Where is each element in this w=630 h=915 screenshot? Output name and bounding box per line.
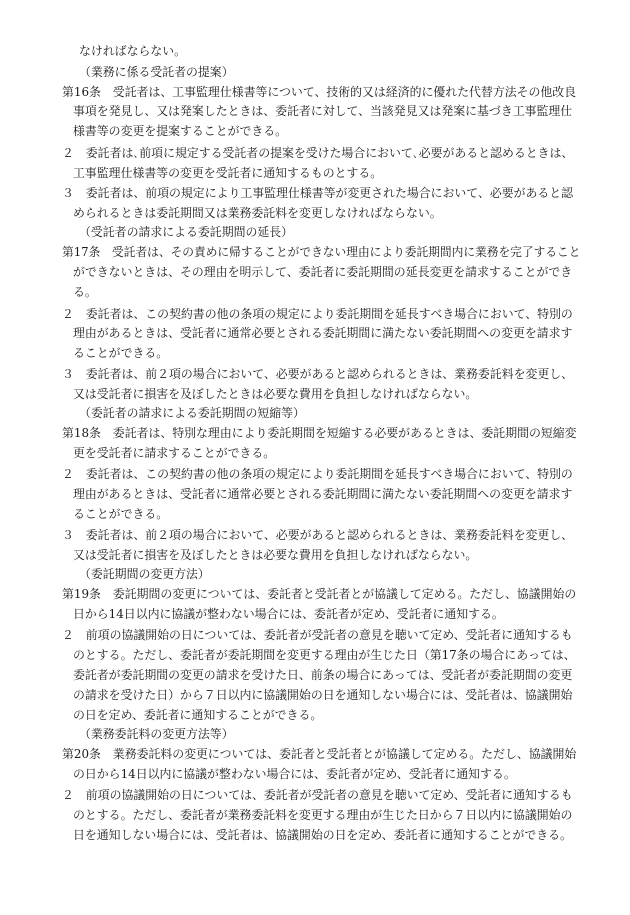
article-caption: （受託者の請求による委託期間の延長） <box>79 225 294 239</box>
text-line: 理由があるときは、受託者に通常必要とされる委託期間に満たない委託期間への変更を請求す <box>73 487 573 501</box>
text-line: の請求を受けた日）から７日以内に協議開始の日を通知しない場合には、受託者は、協議開始 <box>73 688 573 702</box>
text-line: 理由があるときは、受託者に通常必要とされる委託期間に満たない委託期間への変更を請求す <box>73 326 573 340</box>
text-line: 日から14日以内に協議が整わない場合には、委託者が定め、受託者に通知する。 <box>73 607 504 621</box>
text-line: 日を通知しない場合には、受託者は、協議開始の日を定め、委託者に通知することができる。 <box>73 828 572 842</box>
paragraph-3-line: ３ 委託者は、前２項の場合において、必要があると認められるときは、業務委託料を変更し、 <box>62 528 574 542</box>
paragraph-2-line: ２ 委託者は、この契約書の他の条項の規定により委託期間を延長すべき場合において、特別の <box>62 467 573 481</box>
text-line: ることができる。 <box>73 507 169 521</box>
article-caption: （業務に係る受託者の提案） <box>79 65 234 79</box>
article-18-line: 第18条 委託者は、特別な理由により委託期間を短縮する必要があるときは、委託期間の短縮変 <box>62 426 577 440</box>
text-line: 又は受託者に損害を及ぼしたときは必要な費用を負担しなければならない。 <box>73 548 478 562</box>
text-line: 更を受託者に請求することができる。 <box>73 446 276 460</box>
article-19-line: 第19条 委託期間の変更については、委託者と受託者とが協議して定める。ただし、協議開始の <box>62 587 577 601</box>
text-line: ができないときは、その理由を明示して、委託者に委託期間の延長変更を請求することができ <box>73 265 573 279</box>
text-line: 様書等の変更を提案することができる。 <box>73 124 288 138</box>
article-20-line: 第20条 業務委託料の変更については、委託者と受託者とが協議して定める。ただし、協議開始 <box>62 747 577 761</box>
text-line: る。 <box>73 285 97 299</box>
paragraph-2-line: ２ 前項の協議開始の日については、委託者が受託者の意見を聴いて定め、受託者に通知するも <box>62 788 573 802</box>
text-line: められるときは委託期間又は業務委託料を変更しなければならない。 <box>73 206 442 220</box>
paragraph-2-line: ２ 委託者は､前項に規定する受託者の提案を受けた場合において､必要があると認めるときは、 <box>62 146 574 160</box>
text-line: の日から14日以内に協議が整わない場合には、委託者が定め、受託者に通知する。 <box>73 767 516 781</box>
paragraph-2-line: ２ 委託者は、この契約書の他の条項の規定により委託期間を延長すべき場合において、特別の <box>62 307 573 321</box>
article-caption: （業務委託料の変更方法等） <box>79 727 234 741</box>
article-caption: （委託期間の変更方法） <box>79 567 210 581</box>
paragraph-2-line: ２ 前項の協議開始の日については、委託者が受託者の意見を聴いて定め、受託者に通知するも <box>62 628 573 642</box>
article-17-line: 第17条 受託者は、その責めに帰することができない理由により委託期間内に業務を完了すること <box>62 245 581 259</box>
article-caption: （委託者の請求による委託期間の短縮等） <box>79 406 305 420</box>
paragraph-3-line: ３ 委託者は、前項の規定により工事監理仕様書等が変更された場合において、必要があると認 <box>62 186 574 200</box>
text-line: 工事監理仕様書等の変更を受託者に通知するものとする。 <box>73 166 383 180</box>
paragraph-3-line: ３ 委託者は、前２項の場合において、必要があると認められるときは、業務委託料を変更し、 <box>62 367 574 381</box>
text-line: 委託者が委託期間の変更の請求を受けた日、前条の場合にあっては、受託者が委託期間の変更 <box>73 668 573 682</box>
article-16-line: 第16条 受託者は、工事監理仕様書等について、技術的又は経済的に優れた代替方法その他改良 <box>62 85 577 99</box>
text-line: のとする。ただし、委託者が委託期間を変更する理由が生じた日（第17条の場合にあっては、 <box>73 648 576 662</box>
text-line: ることができる。 <box>73 346 169 360</box>
text-line: のとする。ただし、委託者が業務委託料を変更する理由が生じた日から７日以内に協議開始の <box>73 808 573 822</box>
text-line: 事項を発見し、又は発案したときは、委託者に対して、当該発見又は発案に基づき工事監理仕 <box>73 104 573 118</box>
text-line: の日を定め、委託者に通知することができる。 <box>73 708 323 722</box>
text-line: なければならない。 <box>79 44 187 58</box>
text-line: 又は受託者に損害を及ぼしたときは必要な費用を負担しなければならない。 <box>73 387 478 401</box>
